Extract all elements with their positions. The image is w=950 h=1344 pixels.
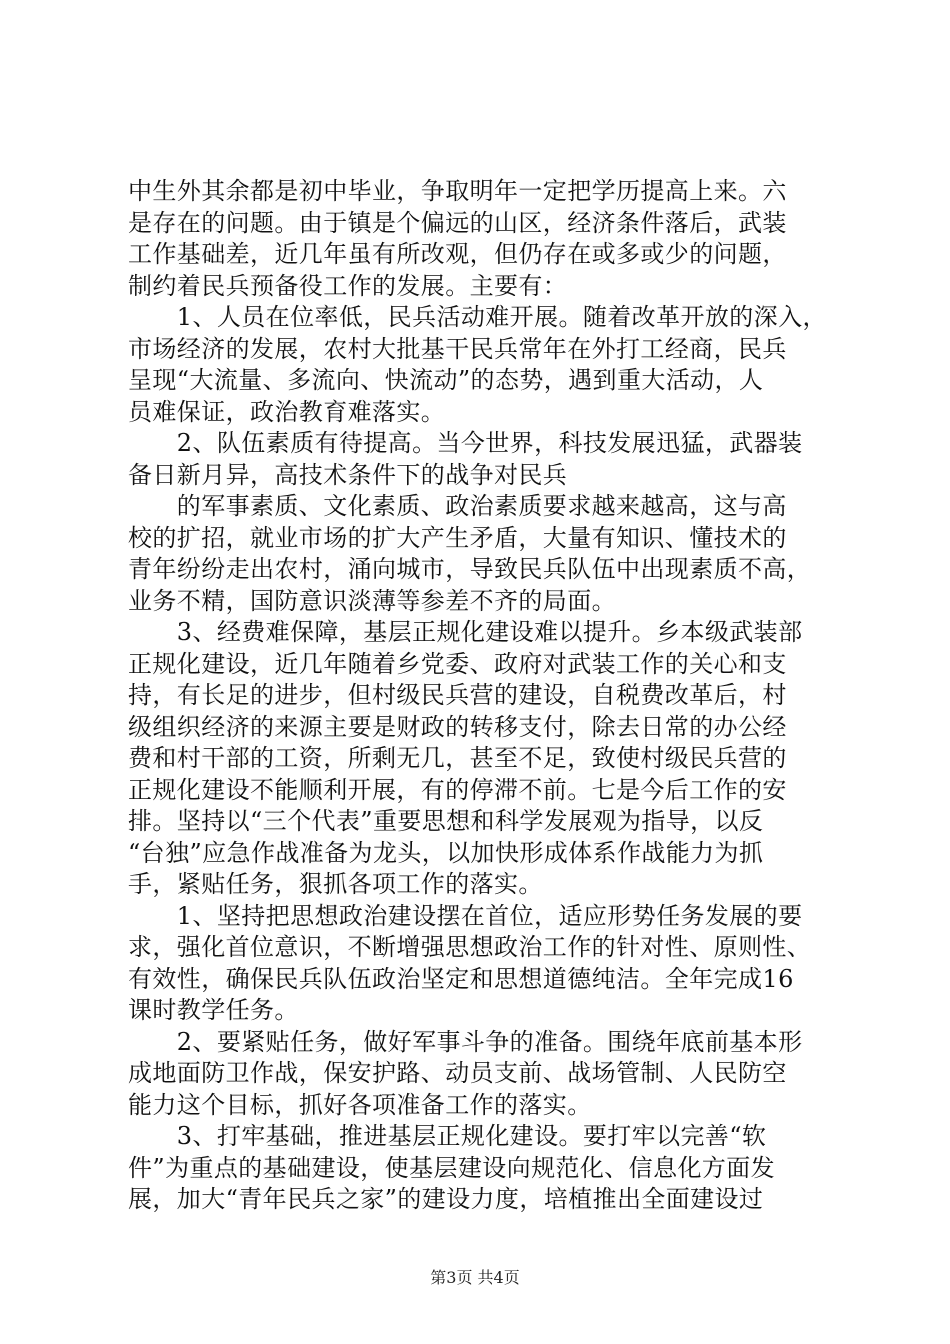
text-line: 手，紧贴任务，狠抓各项工作的落实。 (128, 870, 543, 898)
text-line: 有效性，确保民兵队伍政治坚定和思想道德纯洁。全年完成16 (128, 964, 794, 993)
text-line: 展，加大“青年民兵之家”的建设力度，培植推出全面建设过 (128, 1185, 764, 1213)
text-line: 是存在的问题。由于镇是个偏远的山区，经济条件落后，武装 (128, 208, 787, 237)
text-line: 制约着民兵预备役工作的发展。主要有： (128, 271, 568, 300)
text-line: 的军事素质、文化素质、政治素质要求越来越高，这与高 (128, 492, 787, 520)
page-footer: 第3页 共4页 (430, 1268, 520, 1287)
text-line: 市场经济的发展，农村大批基干民兵常年在外打工经商，民兵 (128, 334, 787, 363)
text-line: 求，强化首位意识，不断增强思想政治工作的针对性、原则性、 (128, 933, 812, 961)
text-line: 青年纷纷走出农村，涌向城市，导致民兵队伍中出现素质不高， (128, 555, 812, 583)
text-line: 校的扩招，就业市场的扩大产生矛盾，大量有知识、懂技术的 (128, 523, 787, 552)
text-line: 能力这个目标，抓好各项准备工作的落实。 (128, 1090, 592, 1119)
text-line: 2、队伍素质有待提高。当今世界，科技发展迅猛，武器装 (128, 429, 803, 457)
text-line: 排。坚持以“三个代表”重要思想和科学发展观为指导，以反 (128, 807, 764, 835)
text-line: 中生外其余都是初中毕业，争取明年一定把学历提高上来。六 (128, 177, 787, 205)
text-line: 3、打牢基础，推进基层正规化建设。要打牢以完善“软 (128, 1122, 767, 1150)
text-line: 备日新月异，高技术条件下的战争对民兵 (128, 460, 568, 489)
text-line: 持，有长足的进步，但村级民兵营的建设，自税费改革后，村 (128, 681, 787, 709)
text-line: 2、要紧贴任务，做好军事斗争的准备。围绕年底前基本形 (128, 1027, 803, 1056)
text-line: 件”为重点的基础建设，使基层建设向规范化、信息化方面发 (128, 1153, 776, 1182)
text-line: 工作基础差，近几年虽有所改观，但仍存在或多或少的问题， (128, 240, 787, 268)
text-line: 3、经费难保障，基层正规化建设难以提升。乡本级武装部 (128, 618, 803, 646)
text-line: “台独”应急作战准备为龙头，以加快形成体系作战能力为抓 (128, 838, 764, 867)
body-text (128, 176, 834, 1216)
text-line: 费和村干部的工资，所剩无几，甚至不足，致使村级民兵营的 (128, 744, 787, 772)
text-line: 1、人员在位率低，民兵活动难开展。随着改革开放的深入， (128, 303, 827, 331)
text-line: 1、坚持把思想政治建设摆在首位，适应形势任务发展的要 (128, 901, 803, 930)
text-line: 呈现“大流量、多流向、快流动”的态势，遇到重大活动，人 (128, 366, 764, 394)
text-line: 正规化建设，近几年随着乡党委、政府对武装工作的关心和支 (128, 649, 787, 678)
text-line: 正规化建设不能顺利开展，有的停滞不前。七是今后工作的安 (128, 775, 787, 804)
text-line: 级组织经济的来源主要是财政的转移支付，除去日常的办公经 (128, 712, 787, 741)
text-line: 业务不精，国防意识淡薄等参差不齐的局面。 (128, 586, 616, 615)
text-line: 课时教学任务。 (128, 996, 299, 1024)
text-line: 成地面防卫作战，保安护路、动员支前、战场管制、人民防空 (128, 1059, 787, 1087)
text-line: 员难保证，政治教育难落实。 (128, 397, 446, 426)
